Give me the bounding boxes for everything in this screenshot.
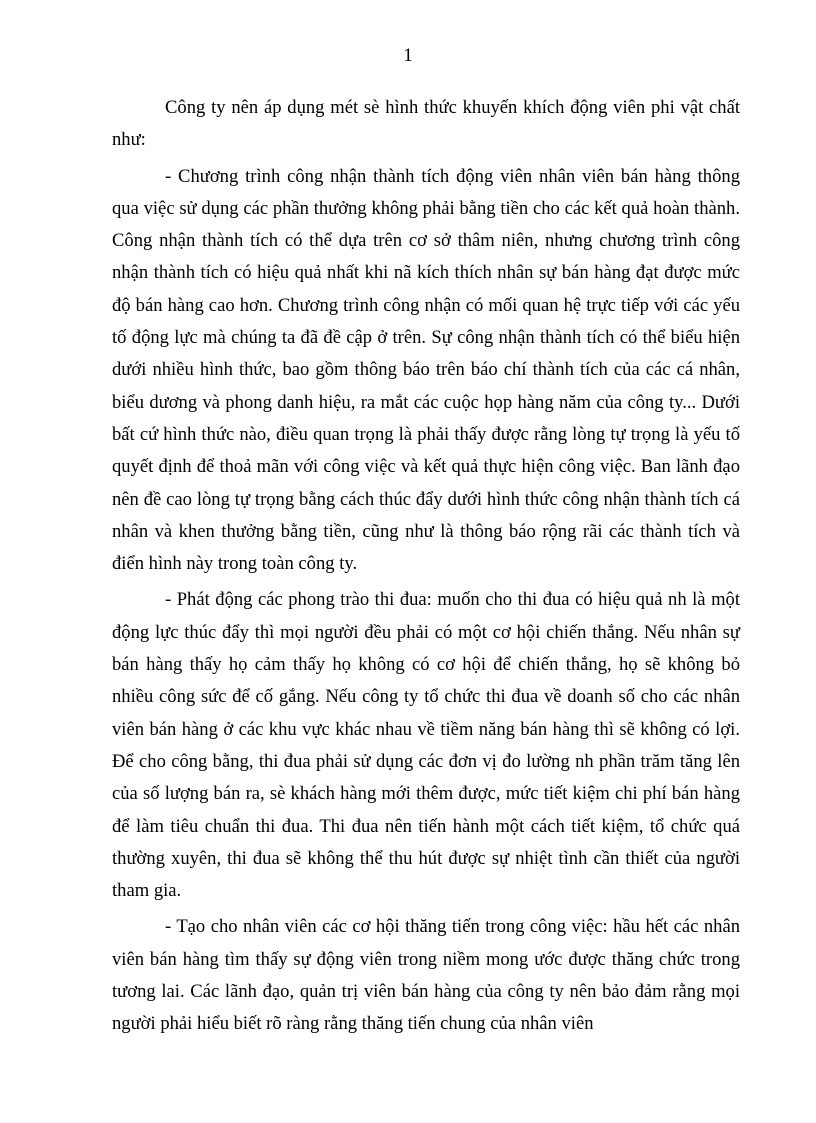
paragraph-promotion-opportunities: - Tạo cho nhân viên các cơ hội thăng tiến trong công việc: hầu hết các nhân viên bán hàng tìm thấy sự động viên trong niềm mong ước được thăng chức trong tương lai. Các lãnh đạo, quản trị viên bán hàng của công ty nên bảo đảm rằng mọi người phải hiểu biết rõ ràng rằng thăng tiến chung của nhân viên (112, 916, 740, 1035)
document-body (112, 92, 740, 1041)
paragraph-intro: Công ty nên áp dụng mét sè hình thức khuyến khích động viên phi vật chất như: (112, 97, 740, 151)
page-number: 1 (403, 45, 413, 66)
paragraph-recognition-program: - Chương trình công nhận thành tích động viên nhân viên bán hàng thông qua việc sử dụng các phần thưởng không phải bằng tiền cho các kết quả hoàn thành. Công nhận thành tích có thể dựa trên cơ sở thâm niên, nhưng chương trình công nhận thành tích có hiệu quả nhất khi nã kích thích nhân sự bán hàng đạt được mức độ bán hàng cao hơn. Chương trình công nhận có mối quan hệ trực tiếp với các yếu tố động lực mà chúng ta đã đề cập ở trên. Sự công nhận thành tích có thể biểu hiện dưới nhiều hình thức, bao gồm thông báo trên báo chí thành tích của các cá nhân, biểu dương và phong danh hiệu, ra mắt các cuộc họp hàng năm của công ty... Dưới bất cứ hình thức nào, điều quan trọng là phải thấy được rằng lòng tự trọng là yếu tố quyết định để thoả mãn với công việc và kết quả thực hiện công việc. Ban lãnh đạo nên đề cao lòng tự trọng bằng cách thúc đẩy dưới hình thức công nhận thành tích cá nhân và khen thưởng bằng tiền, cũng như là thông báo rộng rãi các thành tích và điển hình này trong toàn công ty. (112, 165, 740, 575)
paragraph-emulation-movement: - Phát động các phong trào thi đua: muốn cho thi đua có hiệu quả nh là một động lực thúc đẩy thì mọi người đều phải có một cơ hội chiến thắng. Nếu nhân sự bán hàng thấy họ cảm thấy họ không có cơ hội để chiến thắng, họ sẽ không bỏ nhiều công sức để cố gắng. Nếu công ty tổ chức thi đua về doanh số cho các nhân viên bán hàng ở các khu vực khác nhau về tiềm năng bán hàng thì sẽ không có lợi. Để cho công bằng, thi đua phải sử dụng các đơn vị đo lường nh phần trăm tăng lên của số lượng bán ra, sè khách hàng mới thêm được, mức tiết kiệm chi phí bán hàng để làm tiêu chuẩn thi đua. Thi đua nên tiến hành một cách tiết kiệm, tổ chức quá thường xuyên, thi đua sẽ không thể thu hút được sự nhiệt tình cần thiết của người tham gia. (112, 589, 740, 902)
